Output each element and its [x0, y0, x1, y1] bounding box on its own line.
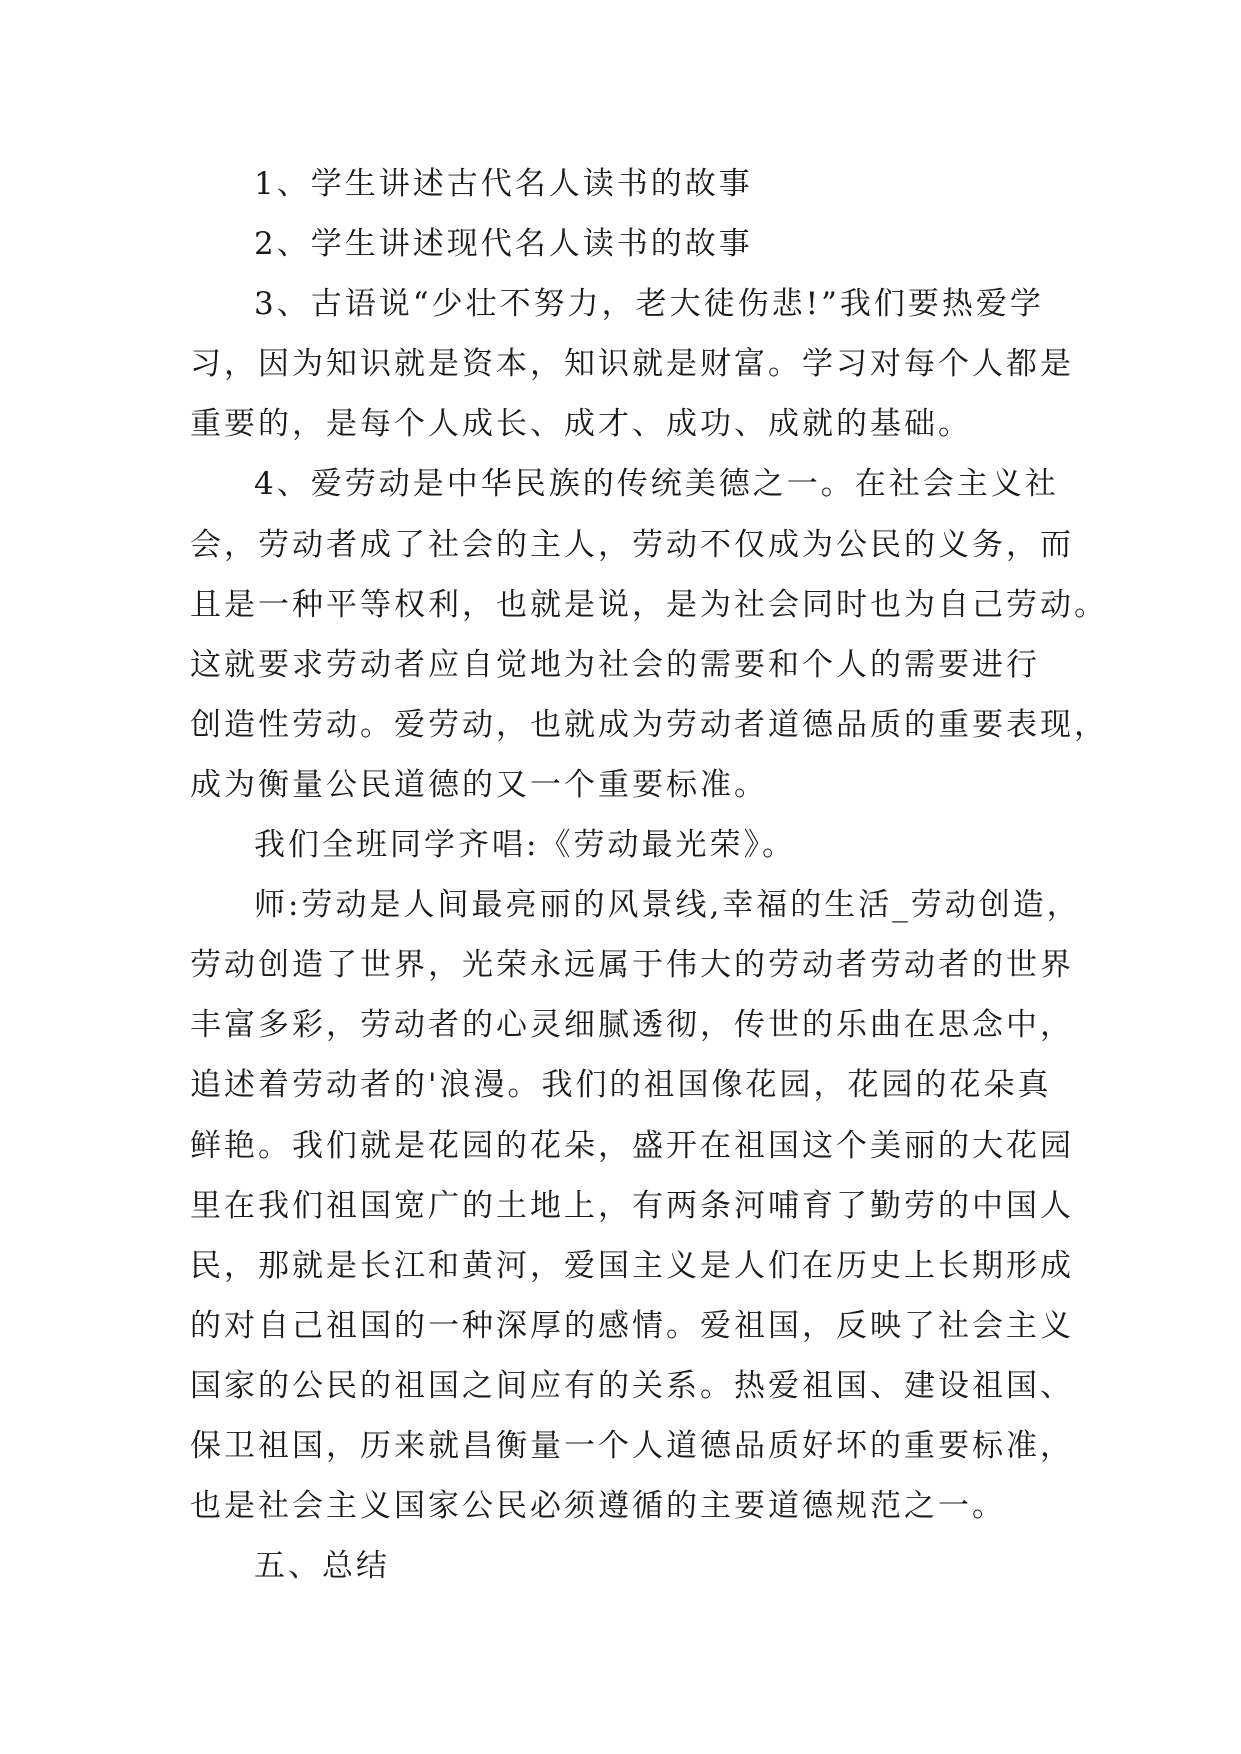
text-line: 习，因为知识就是资本，知识就是财富。学习对每个人都是	[190, 346, 1074, 383]
text-line: 1、学生讲述古代名人读书的故事	[254, 166, 753, 202]
document-body	[190, 154, 1108, 1596]
text-line: 师:劳动是人间最亮丽的风景线,幸福的生活_劳动创造，	[254, 887, 1081, 924]
text-line: 3、古语说“少壮不努力，老大徒伤悲!”我们要热爱学	[254, 286, 1044, 323]
list-item-4	[190, 454, 1108, 815]
text-line: 鲜艳。我们就是花园的花朵，盛开在祖国这个美丽的大花园	[190, 1127, 1074, 1164]
text-line: 也是社会主义国家公民必须遵循的主要道德规范之一。	[190, 1488, 1006, 1525]
text-line: 国家的公民的祖国之间应有的关系。热爱祖国、建设祖国、	[190, 1367, 1074, 1404]
list-item-2	[190, 214, 1052, 274]
text-line: 里在我们祖国宽广的土地上，有两条河哺育了勤劳的中国人	[190, 1187, 1074, 1224]
text-line: 丰富多彩，劳动者的心灵细腻透彻，传世的乐曲在思念中，	[190, 1007, 1074, 1044]
text-line: 劳动创造了世界，光荣永远属于伟大的劳动者劳动者的世界	[190, 947, 1074, 984]
text-line: 追述着劳动者的'浪漫。我们的祖国像花园，花园的花朵真	[190, 1067, 1052, 1104]
text-line: 会，劳动者成了社会的主人，劳动不仅成为公民的义务，而	[190, 526, 1074, 563]
text-line: 这就要求劳动者应自觉地为社会的需要和个人的需要进行	[190, 646, 1040, 683]
sing-together-paragraph	[190, 815, 1052, 875]
text-line: 2、学生讲述现代名人读书的故事	[254, 226, 753, 263]
text-line: 4、爱劳动是中华民族的传统美德之一。在社会主义社	[254, 466, 1059, 503]
list-item-1	[190, 154, 1052, 214]
text-line: 我们全班同学齐唱:《劳动最光荣》。	[254, 827, 796, 864]
list-item-3	[190, 274, 1074, 454]
text-line: 的对自己祖国的一种深厚的感情。爱祖国，反映了社会主义	[190, 1307, 1074, 1344]
text-line: 保卫祖国，历来就昌衡量一个人道德品质好坏的重要标准，	[190, 1427, 1074, 1464]
text-line: 创造性劳动。爱劳动，也就成为劳动者道德品质的重要表现，	[190, 706, 1108, 743]
text-line: 重要的，是每个人成长、成才、成功、成就的基础。	[190, 406, 972, 443]
text-line: 民，那就是长江和黄河，爱国主义是人们在历史上长期形成	[190, 1247, 1074, 1284]
text-line: 成为衡量公民道德的又一个重要标准。	[190, 766, 768, 803]
text-line: 且是一种平等权利，也就是说，是为社会同时也为自己劳动。	[190, 586, 1108, 623]
text-line: 五、总结	[254, 1548, 390, 1585]
section-heading	[190, 1536, 1052, 1596]
teacher-speech-paragraph	[190, 875, 1081, 1536]
